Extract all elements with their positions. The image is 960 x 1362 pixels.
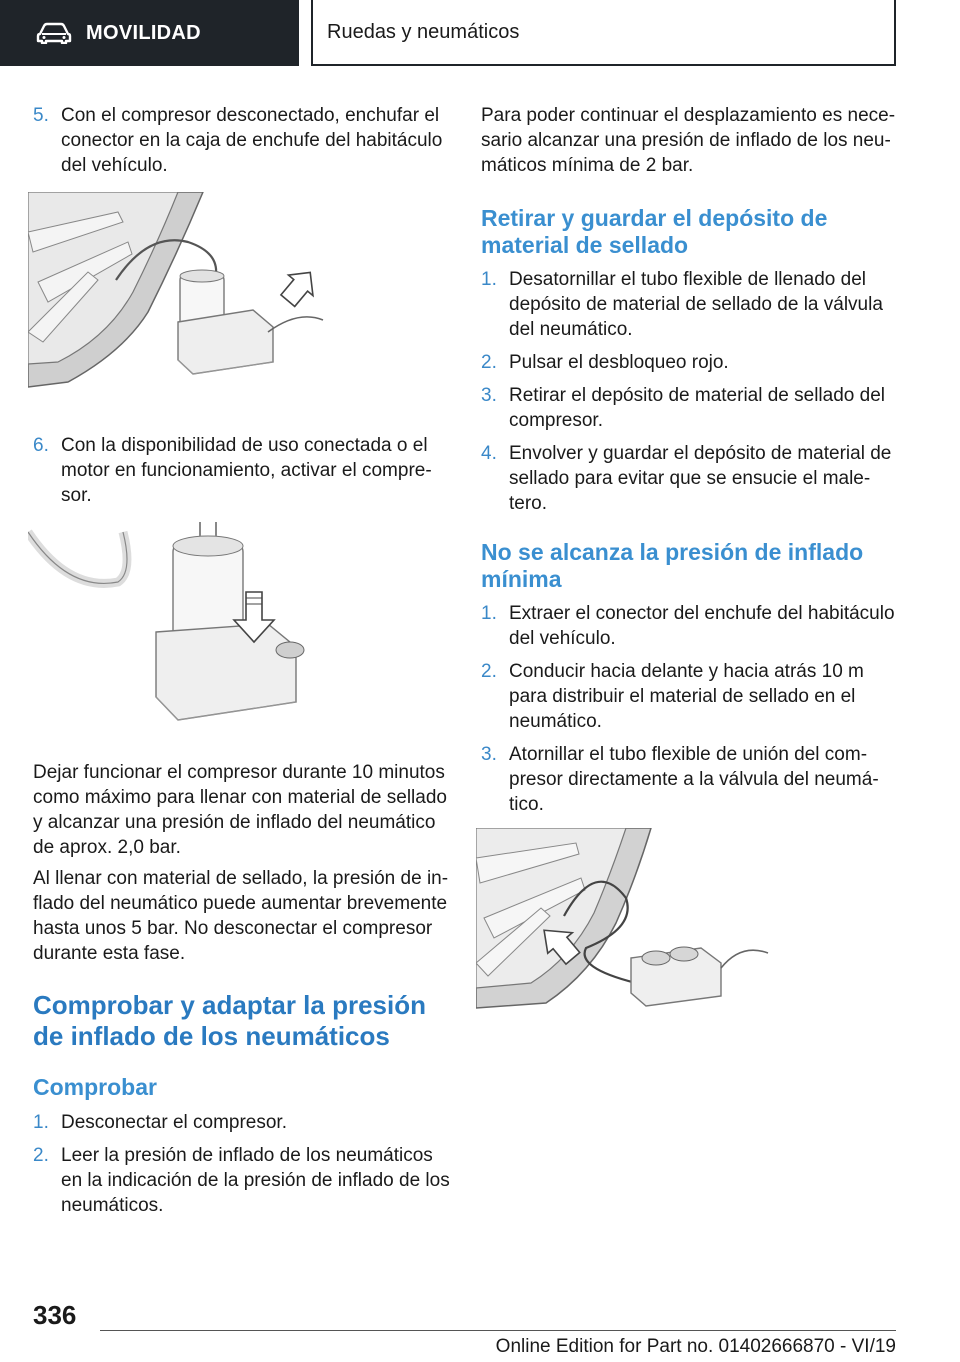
step-text: Con la disponibilidad de uso conectada o el motor en funcionamiento, activar el compresor. — [61, 435, 432, 506]
list-item: 2. Conducir hacia delante y hacia atrás 10 m para distribuir el material de sellado en el neumático. — [481, 661, 864, 732]
chapter-title: Ruedas y neumáticos — [327, 20, 520, 43]
list-item: 3. Retirar el depósito de material de sellado del compresor. — [481, 385, 885, 431]
footer-edition: Online Edition for Part no. 01402666870 - VI/19 — [495, 1336, 896, 1357]
step-6 — [33, 433, 450, 508]
subheading: No se alcanza la presión de inflado mínima — [481, 539, 864, 592]
paragraph: Dejar funcionar el compresor durante 10 minutos como máximo para llenar con material de sellado y alcanzar una presión de inflado del neumático de aprox. 2,0 bar. — [33, 762, 447, 858]
subheading: Retirar y guardar el depósito de material de sellado — [481, 205, 828, 258]
heading-min-pressure-not-reached — [481, 539, 899, 593]
list-item: 1. Desconectar el compresor. — [33, 1112, 287, 1133]
figure-compressor-to-valve — [476, 828, 776, 1010]
heading-check — [33, 1074, 450, 1101]
list-item: 4. Envolver y guardar el depósito de material de sellado para evitar que se ensucie el maletero. — [481, 443, 892, 514]
remove-steps — [481, 267, 899, 516]
paragraph-fill-duration — [33, 760, 450, 860]
list-item: 1. Desatornillar el tubo flexible de llenado del depósito de material de sellado de la válvula del neumático. — [481, 269, 883, 340]
paragraph-pressure-note — [33, 866, 450, 966]
figure-compressor-connected — [28, 192, 338, 392]
heading: Comprobar y adaptar la presión de inflado de los neumáticos — [33, 990, 426, 1051]
step-text: Con el compresor desconectado, enchufar el conector en la caja de enchufe del habitáculo del vehículo. — [61, 105, 443, 176]
header-section-tab — [0, 0, 299, 66]
page-number: 336 — [33, 1300, 77, 1330]
heading-remove-store — [481, 205, 899, 259]
section-title: MOVILIDAD — [86, 21, 201, 44]
list-item: 2. Leer la presión de inflado de los neumáticos en la indicación de la presión de inflado de los neumáticos. — [33, 1145, 450, 1216]
paragraph: Al llenar con material de sellado, la presión de inflado del neumático puede aumentar brevemente hasta unos 5 bar. No desconectar el compresor durante esta fase. — [33, 868, 449, 964]
subheading: Comprobar — [33, 1074, 157, 1100]
check-steps — [33, 1110, 450, 1218]
step-number: 5. — [33, 105, 49, 126]
step-number: 6. — [33, 435, 49, 456]
heading-check-adjust — [33, 990, 450, 1052]
header-chapter-box — [311, 0, 896, 66]
car-icon — [36, 22, 72, 44]
list-item: 3. Atornillar el tubo flexible de unión del compresor directamente a la válvula del neumático. — [481, 744, 879, 815]
paragraph: Para poder continuar el desplazamiento es necesario alcanzar una presión de inflado de los neumáticos mínima de 2 bar. — [481, 105, 896, 176]
footer-divider — [100, 1330, 896, 1331]
paragraph-min-pressure — [481, 103, 899, 178]
step-5 — [33, 103, 450, 178]
list-item: 2. Pulsar el desbloqueo rojo. — [481, 352, 729, 373]
not-reached-steps — [481, 601, 899, 817]
figure-compressor-switch — [28, 522, 338, 724]
list-item: 1. Extraer el conector del enchufe del habitáculo del vehículo. — [481, 603, 895, 649]
